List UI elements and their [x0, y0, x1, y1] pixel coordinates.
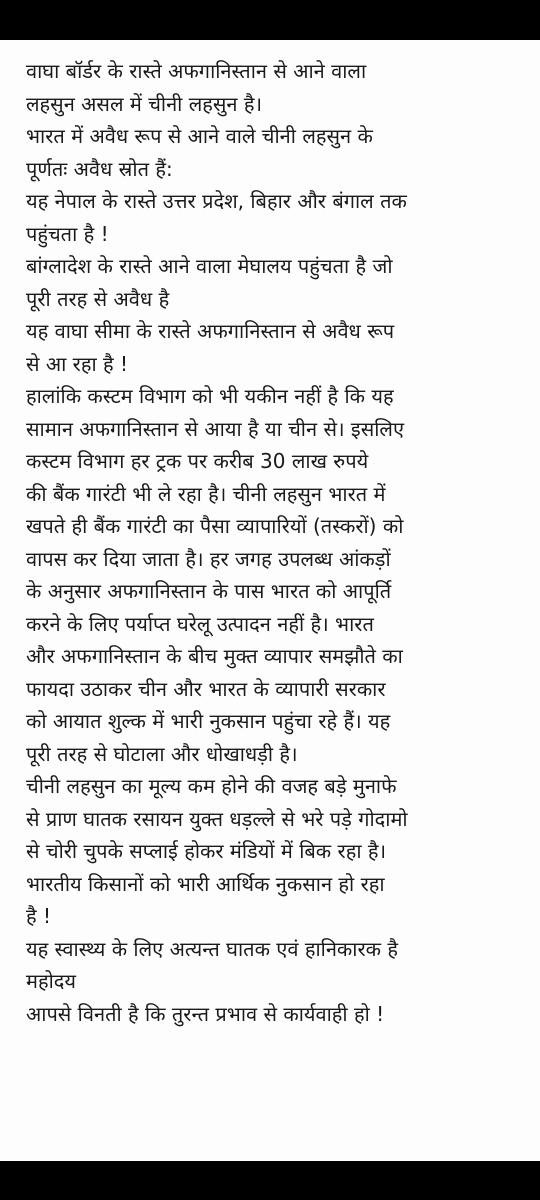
document-text	[26, 55, 536, 1030]
text-line: और अफगानिस्तान के बीच मुक्त व्यापार समझौते का	[26, 644, 403, 668]
text-line: पूरी तरह से अवैध है	[26, 286, 170, 311]
text-line: के अनुसार अफगानिस्तान के पास भारत को आपूर्ति	[26, 579, 392, 603]
text-line: करने के लिए पर्याप्त घरेलू उत्पादन नहीं है। भारत	[26, 611, 374, 636]
text-line: यह वाघा सीमा के रास्ते अफगानिस्तान से अवैध रूप	[26, 319, 395, 343]
text-line: चीनी लहसुन का मूल्य कम होने की वजह बड़े मुनाफे	[26, 774, 397, 798]
text-line: की बैंक गारंटी भी ले रहा है। चीनी लहसुन भारत में	[26, 481, 386, 506]
text-line: आपसे विनती है कि तुरन्त प्रभाव से कार्यवाही हो !	[26, 1001, 385, 1026]
text-line: से प्राण घातक रसायन युक्त धड़ल्ले से भरे पड़े गोदामो	[26, 806, 408, 831]
text-line: पूर्णतः अवैध स्रोत हैं:	[26, 156, 173, 181]
text-line: से चोरी चुपके सप्लाई होकर मंडियों में बिक रहा है।	[26, 839, 387, 863]
text-line: यह स्वास्थ्य के लिए अत्यन्त घातक एवं हानिकारक है	[26, 936, 398, 961]
text-line: वापस कर दिया जाता है। हर जगह उपलब्ध आंकड़ों	[26, 546, 391, 571]
text-line: महोदय	[26, 969, 76, 993]
text-line: कस्टम विभाग हर ट्रक पर करीब 30 लाख रुपये	[26, 449, 369, 473]
text-line: है !	[26, 904, 51, 928]
text-line: से आ रहा है !	[26, 351, 129, 376]
text-line: पूरी तरह से घोटाला और धोखाधड़ी है।	[26, 741, 298, 766]
document-page	[0, 40, 540, 1161]
text-line: वाघा बॉर्डर के रास्ते अफगानिस्तान से आने वाला	[26, 59, 367, 83]
text-line: भारतीय किसानों को भारी आर्थिक नुकसान हो रहा	[26, 871, 385, 896]
text-line: फायदा उठाकर चीन और भारत के व्यापारी सरकार	[26, 676, 386, 701]
text-line: हालांकि कस्टम विभाग को भी यकीन नहीं है कि यह	[26, 384, 394, 408]
text-line: को आयात शुल्क में भारी नुकसान पहुंचा रहे हैं। यह	[26, 709, 391, 733]
text-line: लहसुन असल में चीनी लहसुन है।	[26, 91, 263, 116]
text-line: भारत में अवैध रूप से आने वाले चीनी लहसुन के	[26, 124, 373, 148]
text-line: यह नेपाल के रास्ते उत्तर प्रदेश, बिहार और बंगाल तक	[26, 189, 407, 213]
text-line: सामान अफगानिस्तान से आया है या चीन से। इसलिए	[26, 416, 405, 441]
text-line: बांग्लादेश के रास्ते आने वाला मेघालय पहुंचता है जो	[26, 254, 393, 278]
text-line: पहुंचता है !	[26, 221, 109, 246]
text-line: खपते ही बैंक गारंटी का पैसा व्यापारियों (तस्करों) को	[26, 514, 404, 538]
